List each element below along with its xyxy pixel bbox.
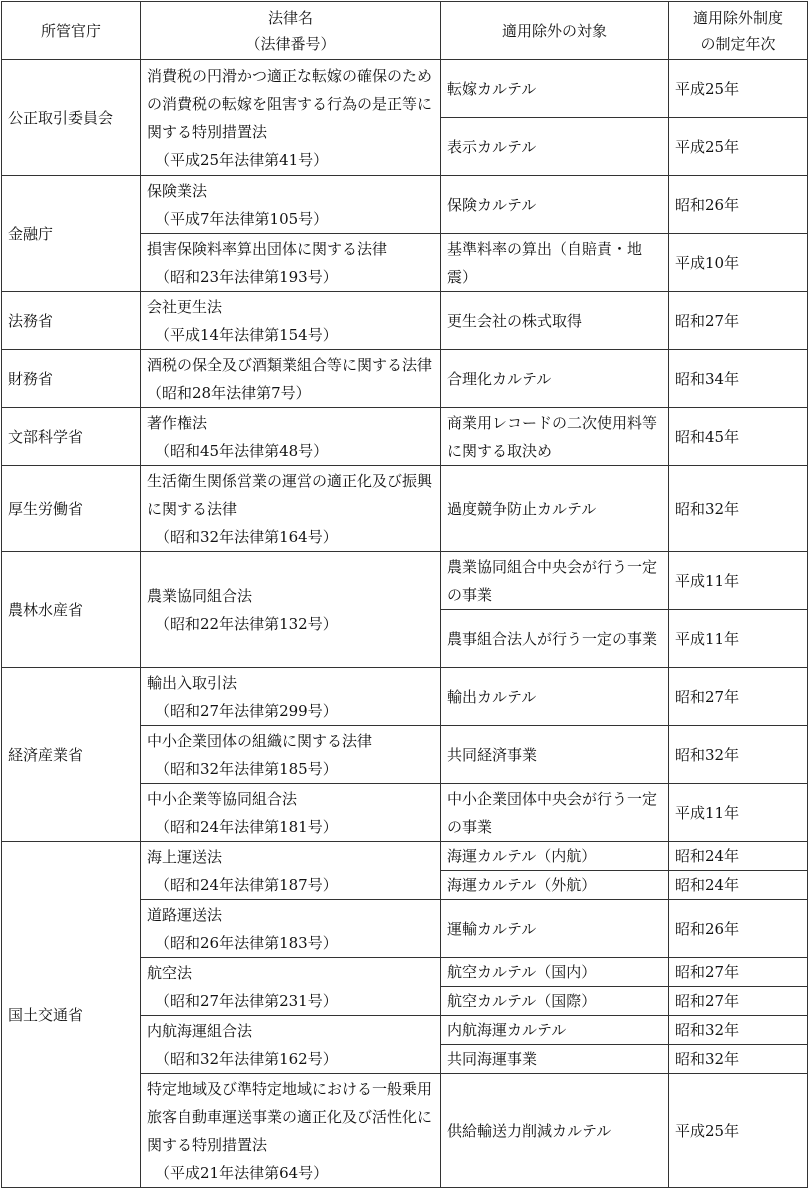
year-cell: 昭和26年 [669, 176, 808, 234]
law-number: （平成14年法律第154号） [155, 325, 338, 344]
target-cell: 転嫁カルテル [441, 60, 669, 118]
target-cell: 基準料率の算出（自賠責・地震） [441, 234, 669, 292]
target-cell: 海運カルテル（外航） [441, 871, 669, 900]
law-number: （昭和26年法律第183号） [155, 933, 338, 952]
law-number: （昭和24年法律第187号） [155, 875, 338, 894]
law-cell [141, 900, 441, 958]
year-cell: 昭和24年 [669, 842, 808, 871]
law-cell [141, 292, 441, 350]
year-cell: 昭和32年 [669, 1045, 808, 1074]
agency-cell: 国土交通省 [2, 842, 141, 1188]
agency-cell: 公正取引委員会 [2, 60, 141, 176]
year-cell: 平成25年 [669, 1074, 808, 1188]
year-cell: 平成11年 [669, 552, 808, 610]
table-row [2, 552, 808, 610]
law-name: 特定地域及び準特定地域における一般乗用旅客自動車運送事業の適正化及び活性化に関する特別措置法 [147, 1079, 433, 1154]
header-target: 適用除外の対象 [441, 2, 669, 60]
table-row [2, 292, 808, 350]
table-row [2, 408, 808, 466]
law-name: 海上運送法 [147, 847, 223, 866]
law-number: （昭和32年法律第164号） [155, 527, 338, 546]
agency-cell: 厚生労働省 [2, 466, 141, 552]
law-name: 生活衛生関係営業の運営の適正化及び振興に関する法律 [147, 471, 433, 518]
law-name: 消費税の円滑かつ適正な転嫁の確保のための消費税の転嫁を阻害する行為の是正等に関する特別措置法 [147, 66, 433, 141]
agency-cell: 農林水産省 [2, 552, 141, 668]
year-cell: 昭和26年 [669, 900, 808, 958]
law-name: 道路運送法 [147, 905, 223, 924]
target-cell: 運輸カルテル [441, 900, 669, 958]
table-row [2, 842, 808, 871]
year-cell: 平成25年 [669, 60, 808, 118]
year-cell: 平成11年 [669, 610, 808, 668]
header-row [2, 2, 808, 60]
header-law-line2: （法律番号） [245, 34, 336, 53]
agency-cell: 財務省 [2, 350, 141, 408]
agency-cell: 金融庁 [2, 176, 141, 292]
year-cell: 昭和24年 [669, 871, 808, 900]
year-cell: 昭和27年 [669, 987, 808, 1016]
law-name: 輸出入取引法 [147, 673, 238, 692]
law-number: （昭和27年法律第299号） [155, 701, 338, 720]
target-cell: 共同経済事業 [441, 726, 669, 784]
law-number: （平成25年法律第41号） [155, 150, 329, 169]
law-name: 農業協同組合法 [147, 586, 253, 605]
target-cell: 航空カルテル（国際） [441, 987, 669, 1016]
law-name: 保険業法 [147, 181, 208, 200]
year-cell: 昭和34年 [669, 350, 808, 408]
law-name: 内航海運組合法 [147, 1021, 253, 1040]
agency-cell: 経済産業省 [2, 668, 141, 842]
law-cell [141, 784, 441, 842]
law-number: （平成21年法律第64号） [155, 1163, 329, 1182]
law-cell [141, 350, 441, 408]
law-number: （昭和32年法律第162号） [155, 1049, 338, 1068]
target-cell: 表示カルテル [441, 118, 669, 176]
year-cell: 昭和32年 [669, 1016, 808, 1045]
law-cell [141, 668, 441, 726]
agency-cell: 文部科学省 [2, 408, 141, 466]
law-cell [141, 234, 441, 292]
law-name: 損害保険料率算出団体に関する法律 [147, 239, 388, 258]
target-cell: 供給輸送力削減カルテル [441, 1074, 669, 1188]
law-name: 中小企業等協同組合法 [147, 789, 298, 808]
year-cell: 昭和32年 [669, 466, 808, 552]
year-cell: 昭和45年 [669, 408, 808, 466]
target-cell: 過度競争防止カルテル [441, 466, 669, 552]
law-cell [141, 726, 441, 784]
table-row [2, 466, 808, 552]
year-cell: 昭和27年 [669, 958, 808, 987]
year-cell: 昭和27年 [669, 292, 808, 350]
year-cell: 平成25年 [669, 118, 808, 176]
target-cell: 商業用レコードの二次使用料等に関する取決め [441, 408, 669, 466]
law-cell [141, 552, 441, 668]
law-cell [141, 466, 441, 552]
header-law [141, 2, 441, 60]
header-agency: 所管官庁 [2, 2, 141, 60]
target-cell: 農事組合法人が行う一定の事業 [441, 610, 669, 668]
law-number: （昭和23年法律第193号） [155, 267, 338, 286]
law-cell [141, 842, 441, 900]
target-cell: 保険カルテル [441, 176, 669, 234]
law-cell [141, 958, 441, 1016]
year-cell: 昭和27年 [669, 668, 808, 726]
law-number: （平成7年法律第105号） [155, 209, 329, 228]
header-law-line1: 法律名 [267, 8, 313, 27]
target-cell: 共同海運事業 [441, 1045, 669, 1074]
law-number: （昭和22年法律第132号） [155, 614, 338, 633]
law-cell [141, 1016, 441, 1074]
header-year-line2: の制定年次 [700, 34, 776, 53]
table-row [2, 60, 808, 118]
year-cell: 昭和32年 [669, 726, 808, 784]
law-cell [141, 176, 441, 234]
law-cell [141, 1074, 441, 1188]
law-cell [141, 408, 441, 466]
target-cell: 輸出カルテル [441, 668, 669, 726]
table-row [2, 350, 808, 408]
exemption-table [1, 1, 808, 1188]
target-cell: 航空カルテル（国内） [441, 958, 669, 987]
target-cell: 合理化カルテル [441, 350, 669, 408]
year-cell: 平成11年 [669, 784, 808, 842]
law-number: （昭和24年法律第181号） [155, 817, 338, 836]
target-cell: 農業協同組合中央会が行う一定の事業 [441, 552, 669, 610]
law-number: （昭和27年法律第231号） [155, 991, 338, 1010]
law-name: 著作権法 [147, 413, 208, 432]
law-name: 会社更生法 [147, 297, 223, 316]
agency-cell: 法務省 [2, 292, 141, 350]
target-cell: 内航海運カルテル [441, 1016, 669, 1045]
law-name: 航空法 [147, 963, 193, 982]
table-row [2, 668, 808, 726]
table-row [2, 176, 808, 234]
law-name: 中小企業団体の組織に関する法律 [147, 731, 373, 750]
target-cell: 海運カルテル（内航） [441, 842, 669, 871]
law-cell [141, 60, 441, 176]
target-cell: 更生会社の株式取得 [441, 292, 669, 350]
header-year-line1: 適用除外制度 [692, 8, 783, 27]
law-number: （昭和32年法律第185号） [155, 759, 338, 778]
header-year [669, 2, 808, 60]
year-cell: 平成10年 [669, 234, 808, 292]
law-name: 酒税の保全及び酒類業組合等に関する法律（昭和28年法律第7号） [147, 355, 433, 402]
law-number: （昭和45年法律第48号） [155, 441, 329, 460]
target-cell: 中小企業団体中央会が行う一定の事業 [441, 784, 669, 842]
